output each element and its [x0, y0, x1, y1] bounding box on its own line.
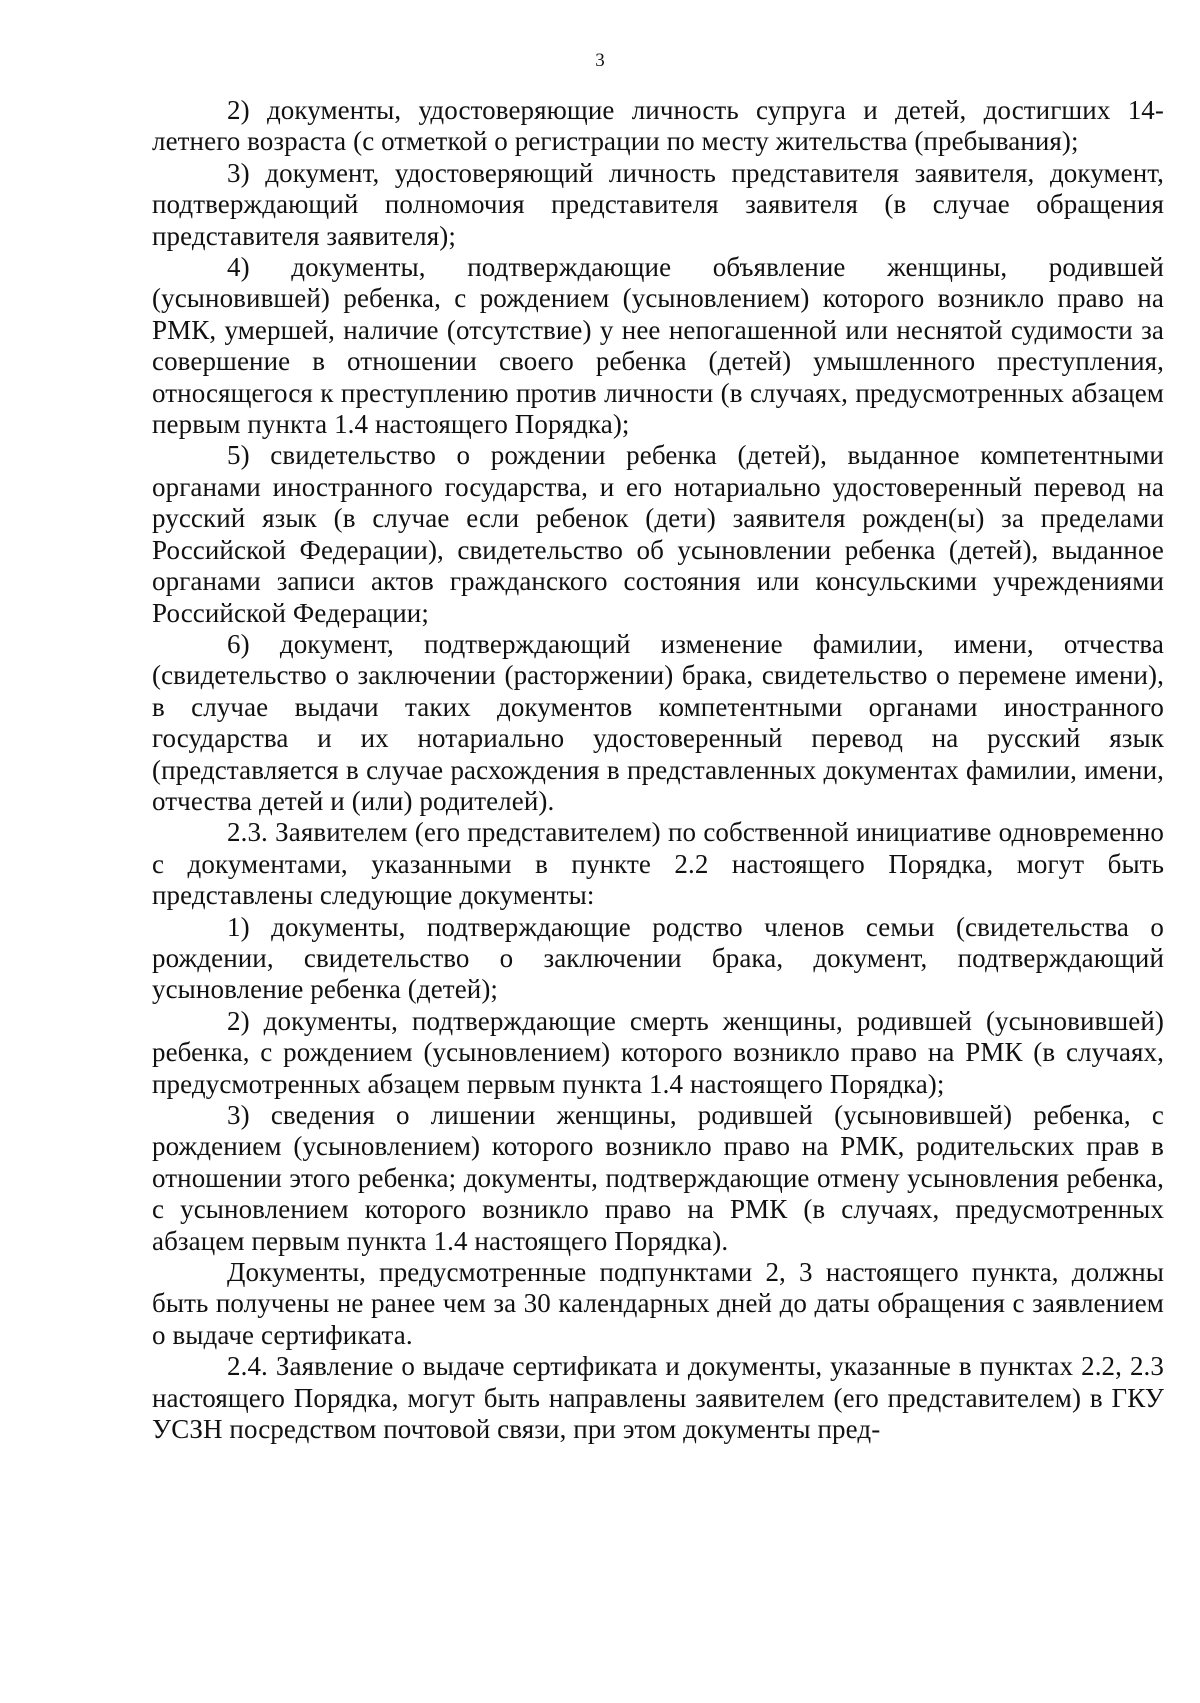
paragraph-2-3-item-1-kinship: 1) документы, подтверждающие родство членов семьи (свидетельства о рождении, свидетельство о заключении брака, документ, подтверждающий усыновление ребенка (детей); [152, 911, 1164, 1005]
paragraph-item-2-spouse-children-ids: 2) документы, удостоверяющие личность супруга и детей, достигших 14-летнего возраста (с отметкой о регистрации по месту жительства (пребывания); [152, 95, 1164, 157]
page-number: 3 [595, 50, 605, 71]
paragraph-item-5-birth-certificate-foreign: 5) свидетельство о рождении ребенка (детей), выданное компетентными органами иностранного государства, и его нотариально удостоверенный перевод на русский язык (в случае если ребенок (дети) заявителя рожден(ы) за пределами Российской Федерации), свидетельство об усыновлении ребенка (детей), выданное органами записи актов гражданского состояния или консульскими учреждениями Российской Федерации; [152, 440, 1164, 628]
paragraph-item-4-woman-deceased-conviction: 4) документы, подтверждающие объявление женщины, родившей (усыновившей) ребенка, с рождением (усыновлением) которого возникло право на РМК, умершей, наличие (отсутствие) у нее непогашенной или неснятой судимости за совершение в отношении своего ребенка (детей) умышленного преступления, относящегося к преступлению против личности (в случаях, предусмотренных абзацем первым пункта 1.4 настоящего Порядка); [152, 252, 1164, 440]
paragraph-item-6-name-change: 6) документ, подтверждающий изменение фамилии, имени, отчества (свидетельство о заключении (расторжении) брака, свидетельство о перемене имени), в случае выдачи таких документов компетентными органами иностранного государства и их нотариально удостоверенный перевод на русский язык (представляется в случае расхождения в представленных документах фамилии, имени, отчества детей и (или) родителей). [152, 628, 1164, 816]
paragraph-2-3-item-3-deprivation: 3) сведения о лишении женщины, родившей (усыновившей) ребенка, с рождением (усыновлением) которого возникло право на РМК, родительских прав в отношении этого ребенка; документы, подтверждающие отмену усыновления ребенка, с усыновлением которого возникло право на РМК (в случаях, предусмотренных абзацем первым пункта 1.4 настоящего Порядка). [152, 1100, 1164, 1256]
paragraph-2-3-item-2-death: 2) документы, подтверждающие смерть женщины, родившей (усыновившей) ребенка, с рождением (усыновлением) которого возникло право на РМК (в случаях, предусмотренных абзацем первым пункта 1.4 настоящего Порядка); [152, 1005, 1164, 1099]
paragraph-section-2-4: 2.4. Заявление о выдаче сертификата и документы, указанные в пунктах 2.2, 2.3 настоящего Порядка, могут быть направлены заявителем (его представителем) в ГКУ УСЗН посредством почтовой связи, при этом документы пред- [152, 1351, 1164, 1445]
paragraph-documents-validity: Документы, предусмотренные подпунктами 2, 3 настоящего пункта, должны быть получены не ранее чем за 30 календарных дней до даты обращения с заявлением о выдаче сертификата. [152, 1257, 1164, 1350]
paragraph-section-2-3: 2.3. Заявителем (его представителем) по собственной инициативе одновременно с документами, указанными в пункте 2.2 настоящего Порядка, могут быть представлены следующие документы: [152, 817, 1164, 911]
paragraph-item-3-representative-id: 3) документ, удостоверяющий личность представителя заявителя, документ, подтверждающий полномочия представителя заявителя (в случае обращения представителя заявителя); [152, 157, 1164, 251]
document-body [152, 95, 1164, 1445]
